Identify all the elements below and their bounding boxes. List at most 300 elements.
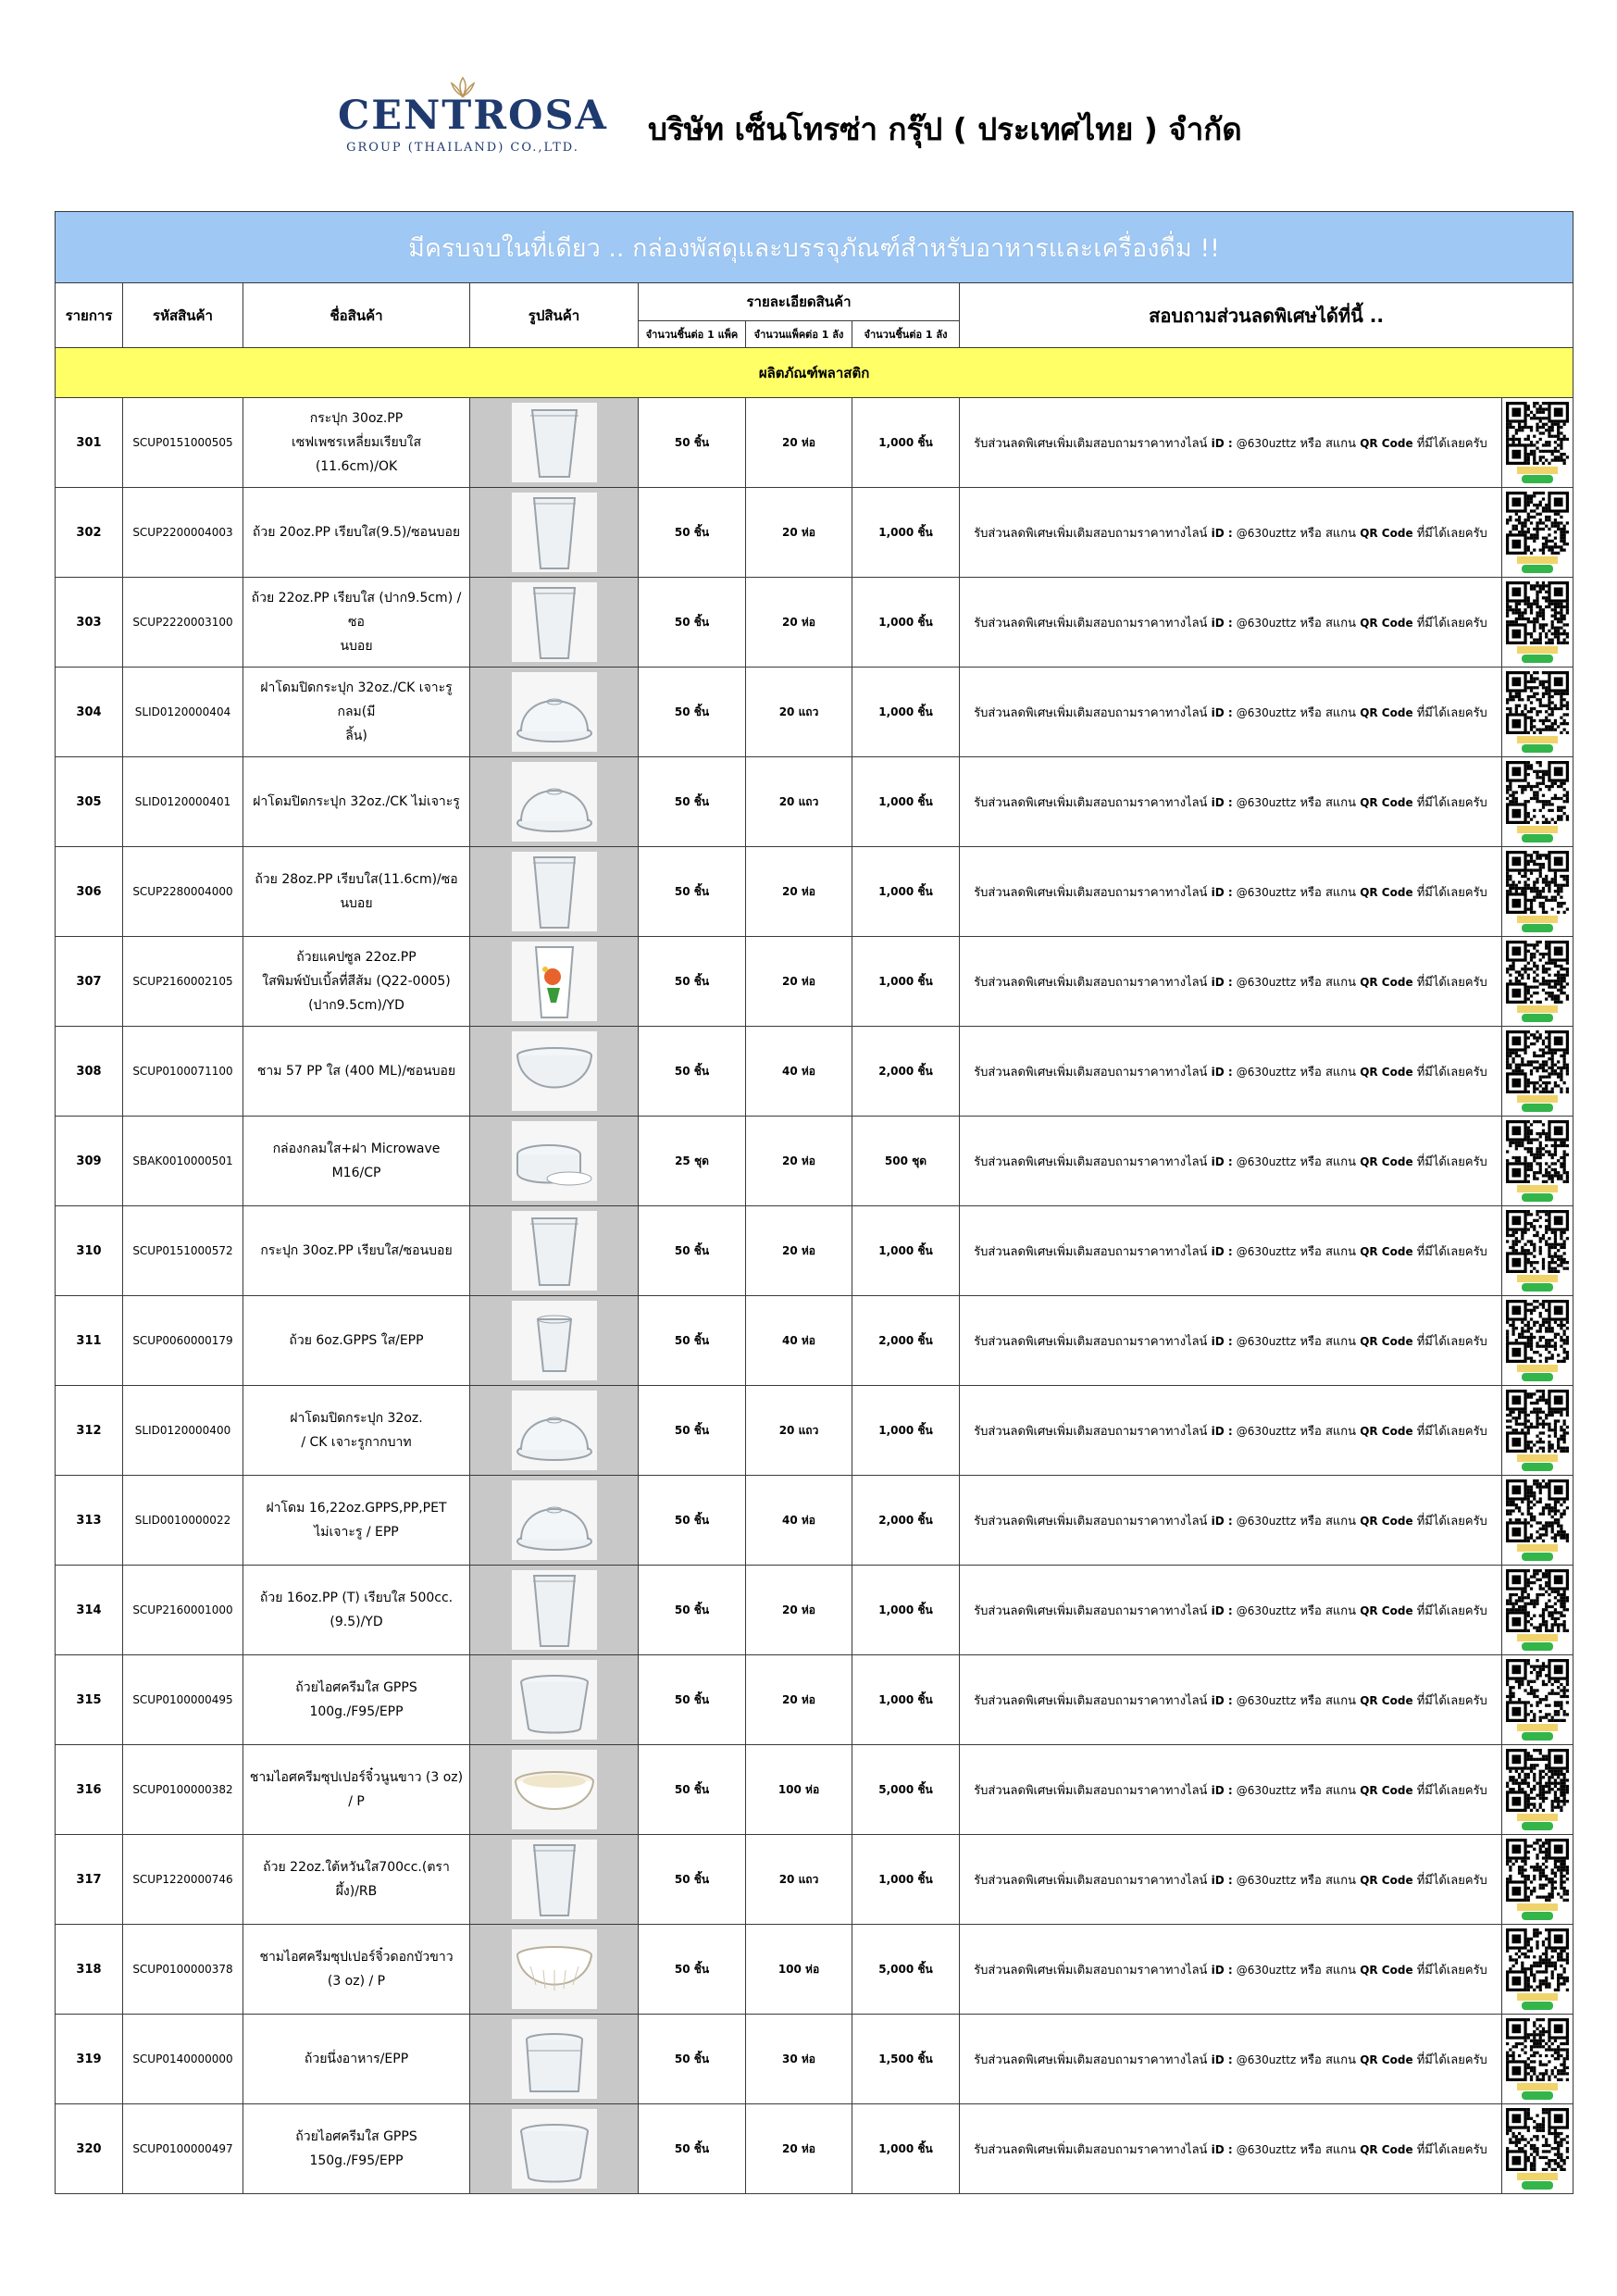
tall-cup-icon — [512, 1211, 597, 1291]
line-id-label: iD : — [1211, 1424, 1233, 1438]
line-add-friend-button[interactable] — [1522, 475, 1553, 483]
product-image-cell — [470, 2104, 639, 2194]
qr-code-icon[interactable] — [1506, 941, 1569, 1004]
item-number: 310 — [56, 1206, 123, 1296]
discount-note — [960, 937, 1502, 1027]
product-code: SCUP0100000495 — [123, 1655, 243, 1745]
packs-per-box: 40 ห่อ — [746, 1476, 852, 1566]
logo-name: CENTROSA — [338, 93, 608, 139]
table-row — [56, 488, 1573, 578]
col-header-per-box: จำนวนชิ้นต่อ 1 ลัง — [852, 321, 960, 348]
item-number: 306 — [56, 847, 123, 937]
product-image-cell — [470, 398, 639, 488]
discount-note-prefix: รับส่วนลดพิเศษเพิ่มเติมสอบถามราคาทางไลน์ — [974, 705, 1208, 720]
qr-code-icon[interactable] — [1506, 1390, 1569, 1453]
product-name — [243, 668, 470, 757]
product-name — [243, 1296, 470, 1386]
product-name — [243, 1745, 470, 1835]
line-add-friend-button[interactable] — [1522, 1193, 1553, 1202]
qr-code-icon[interactable] — [1506, 2018, 1569, 2081]
line-id-label: iD : — [1211, 1514, 1233, 1528]
product-code: SCUP0100071100 — [123, 1027, 243, 1117]
qr-code-label: QR Code — [1360, 1065, 1413, 1079]
product-image-cell — [470, 757, 639, 847]
ice-cream-cup-icon — [512, 2109, 597, 2189]
discount-note-middle: หรือ สแกน — [1300, 616, 1357, 630]
discount-note-suffix: ที่มีได้เลยครับ — [1416, 1873, 1487, 1888]
product-name — [243, 2104, 470, 2194]
qty-per-pack: 50 ชิ้น — [639, 1296, 746, 1386]
discount-note-suffix: ที่มีได้เลยครับ — [1416, 1244, 1487, 1259]
qty-per-box: 5,000 ชิ้น — [852, 1745, 960, 1835]
line-id-label: iD : — [1211, 1873, 1233, 1887]
discount-note — [960, 1386, 1502, 1476]
item-number: 309 — [56, 1117, 123, 1206]
col-header-detail: รายละเอียดสินค้า — [639, 283, 960, 321]
product-name — [243, 1925, 470, 2015]
qr-code-label: QR Code — [1360, 885, 1413, 899]
qty-per-box: 1,000 ชิ้น — [852, 937, 960, 1027]
qr-code-icon[interactable] — [1506, 1300, 1569, 1363]
product-name-line: ถ้วย 20oz.PP เรียบใส(9.5)/ซอนบอย — [252, 525, 461, 540]
line-id-link[interactable]: @630uzttz — [1236, 436, 1297, 450]
discount-note — [960, 1745, 1502, 1835]
discount-note-suffix: ที่มีได้เลยครับ — [1416, 2053, 1487, 2067]
product-name — [243, 1206, 470, 1296]
table-row — [56, 1386, 1573, 1476]
col-header-no: รายการ — [56, 283, 123, 348]
qr-code-label: QR Code — [1360, 1963, 1413, 1977]
line-id-link[interactable]: @630uzttz — [1236, 1693, 1297, 1707]
product-code: SCUP2160001000 — [123, 1566, 243, 1655]
cup-icon — [512, 852, 597, 931]
discount-note-suffix: ที่มีได้เลยครับ — [1416, 436, 1487, 451]
line-qr-cell[interactable] — [1502, 1925, 1573, 2015]
line-id-link[interactable]: @630uzttz — [1236, 1424, 1297, 1438]
product-code: SCUP0100000497 — [123, 2104, 243, 2194]
line-add-friend-button[interactable] — [1522, 1732, 1553, 1741]
cup-icon — [512, 582, 597, 662]
qty-per-pack: 50 ชิ้น — [639, 1386, 746, 1476]
product-name — [243, 1386, 470, 1476]
packs-per-box: 100 ห่อ — [746, 1925, 852, 2015]
line-id-link[interactable]: @630uzttz — [1236, 1065, 1297, 1079]
line-id-link[interactable]: @630uzttz — [1236, 795, 1297, 809]
packs-per-box: 20 แถว — [746, 668, 852, 757]
qty-per-pack: 50 ชิ้น — [639, 1745, 746, 1835]
line-add-friend-button[interactable] — [1522, 1642, 1553, 1651]
discount-note — [960, 488, 1502, 578]
line-id-label: iD : — [1211, 1783, 1233, 1797]
qr-code-label: QR Code — [1360, 2053, 1413, 2066]
product-image-cell — [470, 1386, 639, 1476]
line-add-friend-button[interactable] — [1522, 1822, 1553, 1830]
product-name-line: ถ้วยนึ่งอาหาร/EPP — [304, 2052, 409, 2066]
product-code: SLID0010000022 — [123, 1476, 243, 1566]
discount-note-prefix: รับส่วนลดพิเศษเพิ่มเติมสอบถามราคาทางไลน์ — [974, 1334, 1208, 1349]
discount-note — [960, 578, 1502, 668]
qty-per-box: 1,000 ชิ้น — [852, 2104, 960, 2194]
qr-code-label: QR Code — [1360, 1334, 1413, 1348]
col-header-image: รูปสินค้า — [470, 283, 639, 348]
discount-note-middle: หรือ สแกน — [1300, 1514, 1357, 1529]
qty-per-pack: 50 ชิ้น — [639, 1206, 746, 1296]
qty-per-box: 1,000 ชิ้น — [852, 668, 960, 757]
product-code: SCUP2200004003 — [123, 488, 243, 578]
discount-note — [960, 1476, 1502, 1566]
discount-note — [960, 1835, 1502, 1925]
line-add-friend-button[interactable] — [1522, 1373, 1553, 1381]
line-id-label: iD : — [1211, 2053, 1233, 2066]
table-row — [56, 1476, 1573, 1566]
item-number: 305 — [56, 757, 123, 847]
company-title: บริษัท เซ็นโทรซ่า กรุ๊ป ( ประเทศไทย ) จำกัด — [648, 111, 1242, 147]
qty-per-pack: 50 ชิ้น — [639, 398, 746, 488]
table-row — [56, 578, 1573, 668]
printed-cup-icon — [512, 942, 597, 1021]
product-name-line: (ปาก9.5cm)/YD — [308, 998, 404, 1013]
packs-per-box: 30 ห่อ — [746, 2015, 852, 2104]
qr-scan-tag — [1517, 1185, 1558, 1192]
line-qr-cell[interactable] — [1502, 1117, 1573, 1206]
product-name-line: ฝาโดมปิดกระปุก 32oz. — [290, 1411, 423, 1426]
col-header-packs-per-box: จำนวนแพ็คต่อ 1 ลัง — [746, 321, 852, 348]
product-code: SCUP0060000179 — [123, 1296, 243, 1386]
product-name-line: ถ้วยแคปซูล 22oz.PP — [296, 950, 417, 965]
ice-cream-cup-icon — [512, 1660, 597, 1740]
line-id-label: iD : — [1211, 1693, 1233, 1707]
section-title: ผลิตภัณฑ์พลาสติก — [56, 348, 1573, 398]
qr-code-icon[interactable] — [1506, 851, 1569, 914]
steam-cup-icon — [512, 2019, 597, 2099]
product-name-line: กระปุก 30oz.PP — [309, 411, 404, 426]
qty-per-pack: 50 ชิ้น — [639, 488, 746, 578]
line-id-link[interactable]: @630uzttz — [1236, 1154, 1297, 1168]
table-row — [56, 1117, 1573, 1206]
col-header-ask: สอบถามส่วนลดพิเศษได้ที่นี้ .. — [960, 283, 1573, 348]
discount-note-prefix: รับส่วนลดพิเศษเพิ่มเติมสอบถามราคาทางไลน์ — [974, 1244, 1208, 1259]
qr-code-icon[interactable] — [1506, 1749, 1569, 1812]
qr-code-label: QR Code — [1360, 1424, 1413, 1438]
discount-note-suffix: ที่มีได้เลยครับ — [1416, 975, 1487, 990]
col-header-per-pack: จำนวนชิ้นต่อ 1 แพ็ค — [639, 321, 746, 348]
table-row — [56, 1655, 1573, 1745]
white-bowl-icon — [512, 1750, 597, 1829]
cup-icon — [512, 1840, 597, 1919]
qty-per-pack: 50 ชิ้น — [639, 2015, 746, 2104]
discount-note — [960, 2104, 1502, 2194]
qr-code-icon[interactable] — [1506, 581, 1569, 644]
line-qr-cell[interactable] — [1502, 1027, 1573, 1117]
line-qr-cell[interactable] — [1502, 1386, 1573, 1476]
line-id-link[interactable]: @630uzttz — [1236, 1873, 1297, 1887]
table-row — [56, 847, 1573, 937]
line-add-friend-button[interactable] — [1522, 2091, 1553, 2100]
line-qr-cell[interactable] — [1502, 847, 1573, 937]
table-row — [56, 2015, 1573, 2104]
discount-note-suffix: ที่มีได้เลยครับ — [1416, 885, 1487, 900]
item-number: 319 — [56, 2015, 123, 2104]
line-id-link[interactable]: @630uzttz — [1236, 616, 1297, 630]
line-id-label: iD : — [1211, 705, 1233, 719]
table-row — [56, 1206, 1573, 1296]
line-qr-cell[interactable] — [1502, 488, 1573, 578]
discount-note-middle: หรือ สแกน — [1300, 2053, 1357, 2067]
qr-code-icon[interactable] — [1506, 1030, 1569, 1093]
discount-note-prefix: รับส่วนลดพิเศษเพิ่มเติมสอบถามราคาทางไลน์ — [974, 2053, 1208, 2067]
discount-note-suffix: ที่มีได้เลยครับ — [1416, 1334, 1487, 1349]
qty-per-pack: 50 ชิ้น — [639, 1027, 746, 1117]
line-add-friend-button[interactable] — [1522, 744, 1553, 753]
qr-code-icon[interactable] — [1506, 1569, 1569, 1632]
discount-note-middle: หรือ สแกน — [1300, 1424, 1357, 1439]
packs-per-box: 100 ห่อ — [746, 1745, 852, 1835]
discount-note-prefix: รับส่วนลดพิเศษเพิ่มเติมสอบถามราคาทางไลน์ — [974, 1783, 1208, 1798]
packs-per-box: 20 ห่อ — [746, 1206, 852, 1296]
line-qr-cell[interactable] — [1502, 668, 1573, 757]
line-id-link[interactable]: @630uzttz — [1236, 1963, 1297, 1977]
discount-note-prefix: รับส่วนลดพิเศษเพิ่มเติมสอบถามราคาทางไลน์ — [974, 1424, 1208, 1439]
discount-note-suffix: ที่มีได้เลยครับ — [1416, 1424, 1487, 1439]
line-add-friend-button[interactable] — [1522, 1463, 1553, 1471]
discount-note-suffix: ที่มีได้เลยครับ — [1416, 616, 1487, 630]
qty-per-pack: 50 ชิ้น — [639, 1476, 746, 1566]
product-code: SCUP2280004000 — [123, 847, 243, 937]
dome-lid-icon — [512, 762, 597, 842]
cup-icon — [512, 493, 597, 572]
qr-code-icon[interactable] — [1506, 1928, 1569, 1991]
packs-per-box: 20 ห่อ — [746, 1655, 852, 1745]
product-name-line: กล่องกลมใส+ฝา Microwave M16/CP — [272, 1142, 441, 1180]
packs-per-box: 20 ห่อ — [746, 847, 852, 937]
line-id-link[interactable]: @630uzttz — [1236, 2053, 1297, 2066]
discount-note — [960, 847, 1502, 937]
line-id-link[interactable]: @630uzttz — [1236, 1514, 1297, 1528]
line-qr-cell[interactable] — [1502, 1296, 1573, 1386]
round-box-icon — [512, 1121, 597, 1201]
product-name-line: / P — [348, 1794, 365, 1809]
table-row — [56, 1835, 1573, 1925]
table-row — [56, 1925, 1573, 2015]
qr-scan-tag — [1517, 1095, 1558, 1103]
line-add-friend-button[interactable] — [1522, 2002, 1553, 2010]
line-id-link[interactable]: @630uzttz — [1236, 705, 1297, 719]
qr-scan-tag — [1517, 467, 1558, 474]
qr-code-icon[interactable] — [1506, 1839, 1569, 1902]
discount-note-middle: หรือ สแกน — [1300, 705, 1357, 720]
discount-note-prefix: รับส่วนลดพิเศษเพิ่มเติมสอบถามราคาทางไลน์ — [974, 1065, 1208, 1079]
item-number: 312 — [56, 1386, 123, 1476]
discount-note-middle: หรือ สแกน — [1300, 1244, 1357, 1259]
qr-code-icon[interactable] — [1506, 492, 1569, 555]
discount-note-suffix: ที่มีได้เลยครับ — [1416, 1154, 1487, 1169]
qr-code-icon[interactable] — [1506, 402, 1569, 465]
line-qr-cell[interactable] — [1502, 757, 1573, 847]
discount-note-middle: หรือ สแกน — [1300, 1334, 1357, 1349]
product-name-line: ฝาโดมปิดกระปุก 32oz./CK ไม่เจาะรู — [253, 794, 460, 809]
line-id-link[interactable]: @630uzttz — [1236, 1603, 1297, 1617]
product-name-line: ชาม 57 PP ใส (400 ML)/ซอนบอย — [256, 1064, 456, 1079]
line-qr-cell[interactable] — [1502, 1476, 1573, 1566]
product-name-line: กระปุก 30oz.PP เรียบใส/ซอนบอย — [260, 1243, 453, 1258]
item-number: 311 — [56, 1296, 123, 1386]
line-qr-cell[interactable] — [1502, 1655, 1573, 1745]
line-id-link[interactable]: @630uzttz — [1236, 1244, 1297, 1258]
qr-code-icon[interactable] — [1506, 1210, 1569, 1273]
discount-note-middle: หรือ สแกน — [1300, 885, 1357, 900]
table-row — [56, 1027, 1573, 1117]
discount-note-prefix: รับส่วนลดพิเศษเพิ่มเติมสอบถามราคาทางไลน์ — [974, 975, 1208, 990]
qty-per-pack: 25 ชุด — [639, 1117, 746, 1206]
qr-code-label: QR Code — [1360, 1693, 1413, 1707]
discount-note-middle: หรือ สแกน — [1300, 1065, 1357, 1079]
qty-per-box: 1,000 ชิ้น — [852, 398, 960, 488]
line-add-friend-button[interactable] — [1522, 565, 1553, 573]
line-qr-cell[interactable] — [1502, 2104, 1573, 2194]
qr-code-icon[interactable] — [1506, 1659, 1569, 1722]
product-name-line: ชามไอศครีมซุปเปอร์จิ๋วนูนขาว (3 oz) — [249, 1770, 464, 1785]
qr-code-label: QR Code — [1360, 1873, 1413, 1887]
discount-note-prefix: รับส่วนลดพิเศษเพิ่มเติมสอบถามราคาทางไลน์ — [974, 526, 1208, 541]
qr-code-icon[interactable] — [1506, 1479, 1569, 1542]
qty-per-box: 2,000 ชิ้น — [852, 1296, 960, 1386]
qty-per-box: 1,000 ชิ้น — [852, 847, 960, 937]
packs-per-box: 20 ห่อ — [746, 937, 852, 1027]
discount-note — [960, 757, 1502, 847]
packs-per-box: 20 แถว — [746, 1835, 852, 1925]
discount-note — [960, 1566, 1502, 1655]
cup-icon — [512, 1570, 597, 1650]
product-image-cell — [470, 578, 639, 668]
line-qr-cell[interactable] — [1502, 2015, 1573, 2104]
discount-note — [960, 1296, 1502, 1386]
discount-note — [960, 398, 1502, 488]
qr-code-icon[interactable] — [1506, 1120, 1569, 1183]
line-add-friend-button[interactable] — [1522, 1283, 1553, 1292]
product-image-cell — [470, 1835, 639, 1925]
qr-scan-tag — [1517, 2173, 1558, 2180]
product-code: SCUP1220000746 — [123, 1835, 243, 1925]
qty-per-box: 1,000 ชิ้น — [852, 757, 960, 847]
product-image-cell — [470, 668, 639, 757]
product-code: SLID0120000404 — [123, 668, 243, 757]
line-add-friend-button[interactable] — [1522, 1104, 1553, 1112]
discount-note-prefix: รับส่วนลดพิเศษเพิ่มเติมสอบถามราคาทางไลน์ — [974, 1963, 1208, 1978]
qty-per-pack: 50 ชิ้น — [639, 1925, 746, 2015]
line-add-friend-button[interactable] — [1522, 2181, 1553, 2190]
packs-per-box: 20 ห่อ — [746, 1117, 852, 1206]
qr-scan-tag — [1517, 736, 1558, 743]
product-name-line: ถ้วย 6oz.GPPS ใส/EPP — [289, 1333, 424, 1348]
discount-note-middle: หรือ สแกน — [1300, 1783, 1357, 1798]
line-qr-cell[interactable] — [1502, 578, 1573, 668]
product-image-cell — [470, 1296, 639, 1386]
qr-scan-tag — [1517, 1005, 1558, 1013]
qr-code-label: QR Code — [1360, 1514, 1413, 1528]
line-add-friend-button[interactable] — [1522, 1553, 1553, 1561]
line-id-label: iD : — [1211, 1065, 1233, 1079]
line-add-friend-button[interactable] — [1522, 655, 1553, 663]
line-qr-cell[interactable] — [1502, 1835, 1573, 1925]
qty-per-box: 1,000 ชิ้น — [852, 1386, 960, 1476]
line-id-label: iD : — [1211, 436, 1233, 450]
line-id-link[interactable]: @630uzttz — [1236, 885, 1297, 899]
line-add-friend-button[interactable] — [1522, 1014, 1553, 1022]
qr-scan-tag — [1517, 1814, 1558, 1821]
product-name — [243, 398, 470, 488]
item-number: 307 — [56, 937, 123, 1027]
product-image-cell — [470, 1925, 639, 2015]
line-qr-cell[interactable] — [1502, 1745, 1573, 1835]
qr-scan-tag — [1517, 556, 1558, 564]
line-qr-cell[interactable] — [1502, 1206, 1573, 1296]
line-id-label: iD : — [1211, 885, 1233, 899]
qr-code-label: QR Code — [1360, 795, 1413, 809]
product-name-line: ไม่เจาะรู / EPP — [314, 1525, 399, 1540]
discount-note-middle: หรือ สแกน — [1300, 1693, 1357, 1708]
qr-code-icon[interactable] — [1506, 2108, 1569, 2171]
bowl-icon — [512, 1031, 597, 1111]
discount-note-middle: หรือ สแกน — [1300, 436, 1357, 451]
table-row — [56, 757, 1573, 847]
line-id-label: iD : — [1211, 1244, 1233, 1258]
table-row — [56, 398, 1573, 488]
qr-scan-tag — [1517, 1724, 1558, 1731]
line-add-friend-button[interactable] — [1522, 834, 1553, 842]
product-name-line: / CK เจาะรูกากบาท — [301, 1435, 412, 1450]
line-id-link[interactable]: @630uzttz — [1236, 526, 1297, 540]
line-qr-cell[interactable] — [1502, 1566, 1573, 1655]
dome-lid-icon — [512, 1480, 597, 1560]
qty-per-pack: 50 ชิ้น — [639, 2104, 746, 2194]
line-id-link[interactable]: @630uzttz — [1236, 1783, 1297, 1797]
table-row — [56, 2104, 1573, 2194]
logo-subtitle: GROUP (THAILAND) CO.,LTD. — [346, 141, 579, 155]
qr-code-icon[interactable] — [1506, 761, 1569, 824]
line-qr-cell[interactable] — [1502, 937, 1573, 1027]
qty-per-pack: 50 ชิ้น — [639, 847, 746, 937]
qr-scan-tag — [1517, 1275, 1558, 1282]
line-id-link[interactable]: @630uzttz — [1236, 975, 1297, 989]
discount-note-middle: หรือ สแกน — [1300, 1963, 1357, 1978]
qty-per-pack: 50 ชิ้น — [639, 1655, 746, 1745]
line-id-link[interactable]: @630uzttz — [1236, 2142, 1297, 2156]
item-number: 315 — [56, 1655, 123, 1745]
discount-note-middle: หรือ สแกน — [1300, 795, 1357, 810]
qty-per-box: 1,000 ชิ้น — [852, 1566, 960, 1655]
discount-note — [960, 1117, 1502, 1206]
line-add-friend-button[interactable] — [1522, 1912, 1553, 1920]
product-name-line: เซฟเพชรเหลี่ยมเรียบใส (11.6cm)/OK — [291, 435, 422, 474]
line-id-link[interactable]: @630uzttz — [1236, 1334, 1297, 1348]
qr-code-icon[interactable] — [1506, 671, 1569, 734]
line-add-friend-button[interactable] — [1522, 924, 1553, 932]
product-image-cell — [470, 1476, 639, 1566]
col-header-code: รหัสสินค้า — [123, 283, 243, 348]
product-image-cell — [470, 847, 639, 937]
discount-note-middle: หรือ สแกน — [1300, 1873, 1357, 1888]
tall-cup-icon — [512, 403, 597, 482]
discount-note-prefix: รับส่วนลดพิเศษเพิ่มเติมสอบถามราคาทางไลน์ — [974, 1154, 1208, 1169]
product-name — [243, 1835, 470, 1925]
line-id-label: iD : — [1211, 1154, 1233, 1168]
product-name-line: ฝาโดม 16,22oz.GPPS,PP,PET — [266, 1501, 447, 1516]
discount-note-suffix: ที่มีได้เลยครับ — [1416, 1693, 1487, 1708]
qr-code-label: QR Code — [1360, 2142, 1413, 2156]
line-qr-cell[interactable] — [1502, 398, 1573, 488]
discount-note-suffix: ที่มีได้เลยครับ — [1416, 705, 1487, 720]
product-name — [243, 847, 470, 937]
